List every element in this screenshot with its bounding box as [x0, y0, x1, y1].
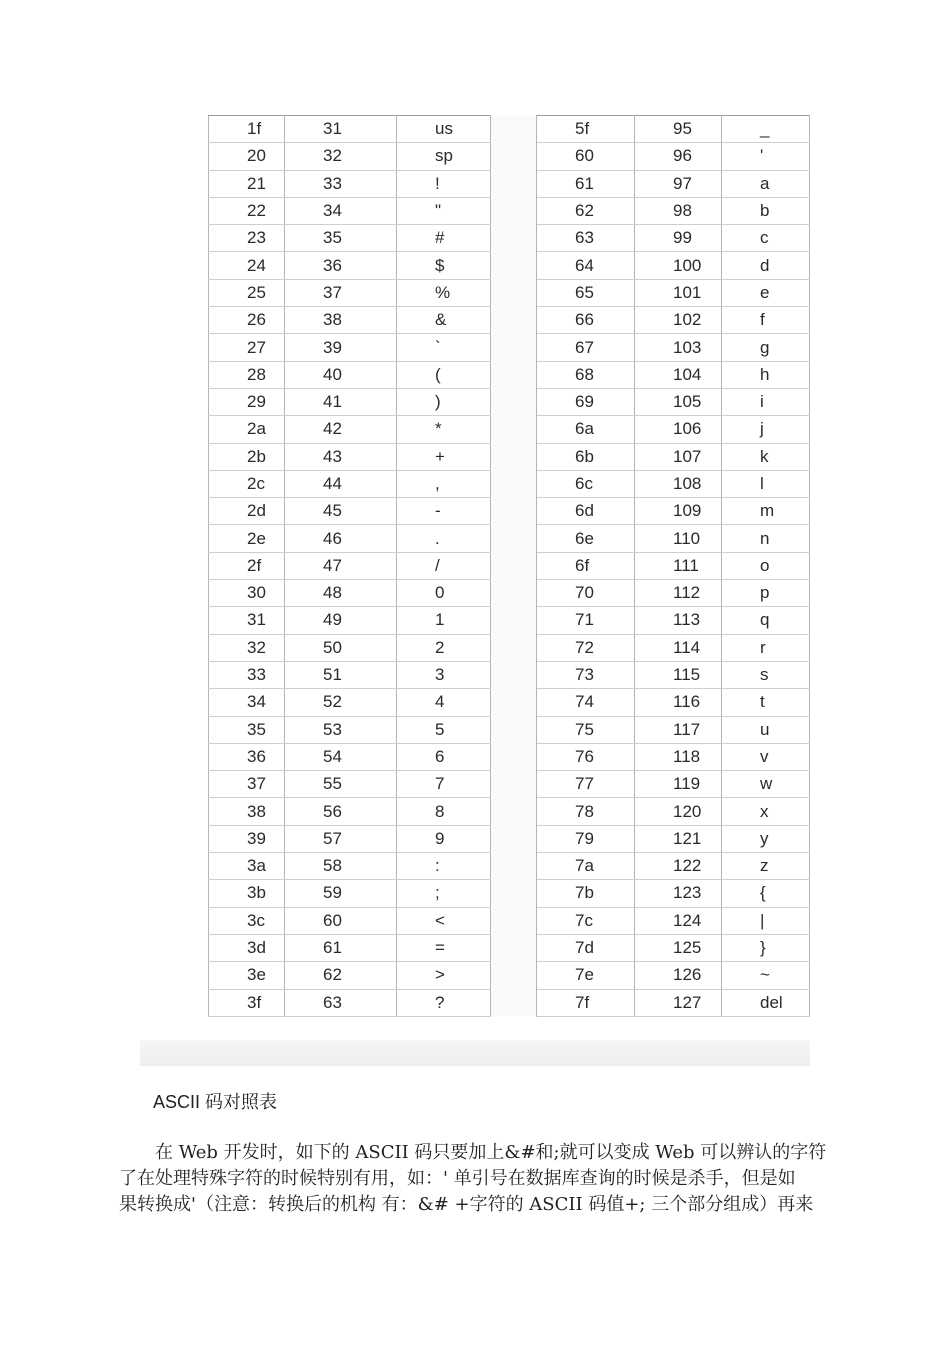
- dec-cell: 44: [285, 470, 397, 497]
- column-gap: [491, 771, 537, 798]
- hex-cell: 39: [209, 825, 285, 852]
- column-gap: [491, 716, 537, 743]
- dec-cell: 102: [635, 307, 722, 334]
- hex-cell: 25: [209, 279, 285, 306]
- hex-cell: 65: [537, 279, 635, 306]
- column-gap: [491, 470, 537, 497]
- char-cell: ": [397, 197, 491, 224]
- table-row: [209, 580, 810, 607]
- char-cell: s: [722, 661, 810, 688]
- dec-cell: 47: [285, 552, 397, 579]
- hex-cell: 3e: [209, 962, 285, 989]
- dec-cell: 112: [635, 580, 722, 607]
- table-row: [209, 197, 810, 224]
- hex-cell: 3a: [209, 853, 285, 880]
- column-gap: [491, 388, 537, 415]
- dec-cell: 125: [635, 934, 722, 961]
- char-cell: n: [722, 525, 810, 552]
- column-gap: [491, 279, 537, 306]
- dec-cell: 97: [635, 170, 722, 197]
- char-cell: `: [397, 334, 491, 361]
- table-row: [209, 388, 810, 415]
- char-cell: l: [722, 470, 810, 497]
- table-row: [209, 771, 810, 798]
- char-cell: 5: [397, 716, 491, 743]
- hex-cell: 61: [537, 170, 635, 197]
- hex-cell: 26: [209, 307, 285, 334]
- table-row: [209, 743, 810, 770]
- char-cell: _: [722, 116, 810, 143]
- dec-cell: 48: [285, 580, 397, 607]
- char-cell: &: [397, 307, 491, 334]
- hex-cell: 69: [537, 388, 635, 415]
- hex-cell: 6c: [537, 470, 635, 497]
- char-cell: g: [722, 334, 810, 361]
- dec-cell: 53: [285, 716, 397, 743]
- hex-cell: 5f: [537, 116, 635, 143]
- hex-cell: 3f: [209, 989, 285, 1016]
- column-gap: [491, 170, 537, 197]
- char-cell: o: [722, 552, 810, 579]
- char-cell: ,: [397, 470, 491, 497]
- hex-cell: 33: [209, 661, 285, 688]
- dec-cell: 107: [635, 443, 722, 470]
- hex-cell: 2a: [209, 416, 285, 443]
- char-cell: =: [397, 934, 491, 961]
- table-row: [209, 334, 810, 361]
- table-row: [209, 607, 810, 634]
- table-row: [209, 552, 810, 579]
- hex-cell: 6e: [537, 525, 635, 552]
- hex-cell: 70: [537, 580, 635, 607]
- dec-cell: 54: [285, 743, 397, 770]
- table-row: [209, 934, 810, 961]
- char-cell: us: [397, 116, 491, 143]
- dec-cell: 108: [635, 470, 722, 497]
- dec-cell: 55: [285, 771, 397, 798]
- hex-cell: 2e: [209, 525, 285, 552]
- hex-cell: 35: [209, 716, 285, 743]
- char-cell: 7: [397, 771, 491, 798]
- dec-cell: 114: [635, 634, 722, 661]
- body-paragraph: [119, 1140, 834, 1218]
- paragraph-line-2: 了在处理特殊字符的时候特别有用，如：' 单引号在数据库查询的时候是杀手，但是如: [119, 1168, 796, 1189]
- char-cell: 8: [397, 798, 491, 825]
- column-gap: [491, 880, 537, 907]
- char-cell: !: [397, 170, 491, 197]
- column-gap: [491, 252, 537, 279]
- hex-cell: 3d: [209, 934, 285, 961]
- char-cell: }: [722, 934, 810, 961]
- dec-cell: 124: [635, 907, 722, 934]
- table-row: [209, 307, 810, 334]
- column-gap: [491, 907, 537, 934]
- char-cell: 6: [397, 743, 491, 770]
- char-cell: 2: [397, 634, 491, 661]
- hex-cell: 60: [537, 143, 635, 170]
- column-gap: [491, 225, 537, 252]
- dec-cell: 119: [635, 771, 722, 798]
- column-gap: [491, 116, 537, 143]
- paragraph-line-3: 果转换成'（注意：转换后的机构 有：&# +字符的 ASCII 码值+; 三个部分组成）再来: [119, 1194, 814, 1215]
- char-cell: i: [722, 388, 810, 415]
- column-gap: [491, 197, 537, 224]
- char-cell: k: [722, 443, 810, 470]
- dec-cell: 58: [285, 853, 397, 880]
- hex-cell: 21: [209, 170, 285, 197]
- hex-cell: 78: [537, 798, 635, 825]
- char-cell: del: [722, 989, 810, 1016]
- table-row: [209, 498, 810, 525]
- char-cell: e: [722, 279, 810, 306]
- hex-cell: 1f: [209, 116, 285, 143]
- column-gap: [491, 143, 537, 170]
- dec-cell: 117: [635, 716, 722, 743]
- hex-cell: 76: [537, 743, 635, 770]
- hex-cell: 36: [209, 743, 285, 770]
- hex-cell: 2b: [209, 443, 285, 470]
- dec-cell: 98: [635, 197, 722, 224]
- char-cell: d: [722, 252, 810, 279]
- char-cell: :: [397, 853, 491, 880]
- table-row: [209, 170, 810, 197]
- dec-cell: 116: [635, 689, 722, 716]
- char-cell: f: [722, 307, 810, 334]
- column-gap: [491, 580, 537, 607]
- dec-cell: 127: [635, 989, 722, 1016]
- column-gap: [491, 552, 537, 579]
- char-cell: <: [397, 907, 491, 934]
- dec-cell: 31: [285, 116, 397, 143]
- dec-cell: 40: [285, 361, 397, 388]
- hex-cell: 2f: [209, 552, 285, 579]
- char-cell: u: [722, 716, 810, 743]
- column-gap: [491, 934, 537, 961]
- table-row: [209, 716, 810, 743]
- dec-cell: 109: [635, 498, 722, 525]
- dec-cell: 103: [635, 334, 722, 361]
- table-row: [209, 279, 810, 306]
- column-gap: [491, 307, 537, 334]
- hex-cell: 79: [537, 825, 635, 852]
- hex-cell: 6b: [537, 443, 635, 470]
- dec-cell: 32: [285, 143, 397, 170]
- char-cell: j: [722, 416, 810, 443]
- char-cell: z: [722, 853, 810, 880]
- char-cell: 9: [397, 825, 491, 852]
- dec-cell: 46: [285, 525, 397, 552]
- char-cell: {: [722, 880, 810, 907]
- char-cell: 3: [397, 661, 491, 688]
- divider-band: [140, 1040, 810, 1066]
- hex-cell: 31: [209, 607, 285, 634]
- dec-cell: 63: [285, 989, 397, 1016]
- char-cell: >: [397, 962, 491, 989]
- dec-cell: 52: [285, 689, 397, 716]
- dec-cell: 33: [285, 170, 397, 197]
- char-cell: w: [722, 771, 810, 798]
- dec-cell: 59: [285, 880, 397, 907]
- dec-cell: 113: [635, 607, 722, 634]
- char-cell: p: [722, 580, 810, 607]
- table-row: [209, 225, 810, 252]
- hex-cell: 27: [209, 334, 285, 361]
- dec-cell: 51: [285, 661, 397, 688]
- dec-cell: 123: [635, 880, 722, 907]
- column-gap: [491, 825, 537, 852]
- column-gap: [491, 416, 537, 443]
- hex-cell: 72: [537, 634, 635, 661]
- hex-cell: 73: [537, 661, 635, 688]
- char-cell: h: [722, 361, 810, 388]
- dec-cell: 45: [285, 498, 397, 525]
- char-cell: ): [397, 388, 491, 415]
- column-gap: [491, 853, 537, 880]
- char-cell: a: [722, 170, 810, 197]
- hex-cell: 38: [209, 798, 285, 825]
- column-gap: [491, 634, 537, 661]
- hex-cell: 2d: [209, 498, 285, 525]
- hex-cell: 7f: [537, 989, 635, 1016]
- table-row: [209, 470, 810, 497]
- hex-cell: 29: [209, 388, 285, 415]
- dec-cell: 99: [635, 225, 722, 252]
- column-gap: [491, 743, 537, 770]
- column-gap: [491, 607, 537, 634]
- hex-cell: 63: [537, 225, 635, 252]
- dec-cell: 120: [635, 798, 722, 825]
- hex-cell: 6a: [537, 416, 635, 443]
- dec-cell: 39: [285, 334, 397, 361]
- hex-cell: 37: [209, 771, 285, 798]
- hex-cell: 23: [209, 225, 285, 252]
- hex-cell: 67: [537, 334, 635, 361]
- paragraph-line-1: 在 Web 开发时，如下的 ASCII 码只要加上&#和;就可以变成 Web 可以辨认的字符: [155, 1142, 827, 1163]
- dec-cell: 118: [635, 743, 722, 770]
- char-cell: (: [397, 361, 491, 388]
- dec-cell: 49: [285, 607, 397, 634]
- table-row: [209, 689, 810, 716]
- dec-cell: 110: [635, 525, 722, 552]
- dec-cell: 126: [635, 962, 722, 989]
- char-cell: +: [397, 443, 491, 470]
- column-gap: [491, 443, 537, 470]
- column-gap: [491, 689, 537, 716]
- hex-cell: 71: [537, 607, 635, 634]
- char-cell: *: [397, 416, 491, 443]
- dec-cell: 122: [635, 853, 722, 880]
- hex-cell: 3c: [209, 907, 285, 934]
- dec-cell: 41: [285, 388, 397, 415]
- char-cell: |: [722, 907, 810, 934]
- table-row: [209, 525, 810, 552]
- dec-cell: 57: [285, 825, 397, 852]
- dec-cell: 62: [285, 962, 397, 989]
- hex-cell: 22: [209, 197, 285, 224]
- char-cell: ;: [397, 880, 491, 907]
- char-cell: x: [722, 798, 810, 825]
- hex-cell: 30: [209, 580, 285, 607]
- table-row: [209, 907, 810, 934]
- table-row: [209, 443, 810, 470]
- char-cell: v: [722, 743, 810, 770]
- hex-cell: 3b: [209, 880, 285, 907]
- char-cell: %: [397, 279, 491, 306]
- hex-cell: 7a: [537, 853, 635, 880]
- dec-cell: 121: [635, 825, 722, 852]
- dec-cell: 35: [285, 225, 397, 252]
- dec-cell: 105: [635, 388, 722, 415]
- char-cell: 4: [397, 689, 491, 716]
- char-cell: ?: [397, 989, 491, 1016]
- char-cell: sp: [397, 143, 491, 170]
- hex-cell: 7b: [537, 880, 635, 907]
- char-cell: b: [722, 197, 810, 224]
- table-row: [209, 116, 810, 143]
- table-row: [209, 798, 810, 825]
- table-row: [209, 252, 810, 279]
- char-cell: $: [397, 252, 491, 279]
- table-row: [209, 989, 810, 1016]
- hex-cell: 77: [537, 771, 635, 798]
- hex-cell: 32: [209, 634, 285, 661]
- column-gap: [491, 962, 537, 989]
- dec-cell: 36: [285, 252, 397, 279]
- column-gap: [491, 334, 537, 361]
- dec-cell: 100: [635, 252, 722, 279]
- hex-cell: 28: [209, 361, 285, 388]
- hex-cell: 7e: [537, 962, 635, 989]
- dec-cell: 56: [285, 798, 397, 825]
- dec-cell: 106: [635, 416, 722, 443]
- hex-cell: 75: [537, 716, 635, 743]
- char-cell: 0: [397, 580, 491, 607]
- dec-cell: 61: [285, 934, 397, 961]
- hex-cell: 24: [209, 252, 285, 279]
- dec-cell: 38: [285, 307, 397, 334]
- char-cell: t: [722, 689, 810, 716]
- char-cell: m: [722, 498, 810, 525]
- column-gap: [491, 361, 537, 388]
- table-row: [209, 143, 810, 170]
- table-row: [209, 853, 810, 880]
- hex-cell: 74: [537, 689, 635, 716]
- char-cell: -: [397, 498, 491, 525]
- dec-cell: 60: [285, 907, 397, 934]
- dec-cell: 43: [285, 443, 397, 470]
- hex-cell: 7c: [537, 907, 635, 934]
- hex-cell: 68: [537, 361, 635, 388]
- column-gap: [491, 525, 537, 552]
- dec-cell: 104: [635, 361, 722, 388]
- dec-cell: 111: [635, 552, 722, 579]
- column-gap: [491, 989, 537, 1016]
- ascii-table: [208, 115, 810, 1017]
- char-cell: y: [722, 825, 810, 852]
- hex-cell: 20: [209, 143, 285, 170]
- table-row: [209, 661, 810, 688]
- dec-cell: 42: [285, 416, 397, 443]
- table-row: [209, 416, 810, 443]
- dec-cell: 101: [635, 279, 722, 306]
- hex-cell: 6f: [537, 552, 635, 579]
- hex-cell: 64: [537, 252, 635, 279]
- column-gap: [491, 661, 537, 688]
- char-cell: ~: [722, 962, 810, 989]
- hex-cell: 6d: [537, 498, 635, 525]
- dec-cell: 50: [285, 634, 397, 661]
- table-row: [209, 361, 810, 388]
- hex-cell: 66: [537, 307, 635, 334]
- hex-cell: 62: [537, 197, 635, 224]
- column-gap: [491, 498, 537, 525]
- dec-cell: 37: [285, 279, 397, 306]
- table-row: [209, 962, 810, 989]
- table-row: [209, 880, 810, 907]
- dec-cell: 115: [635, 661, 722, 688]
- char-cell: q: [722, 607, 810, 634]
- hex-cell: 34: [209, 689, 285, 716]
- char-cell: r: [722, 634, 810, 661]
- table-caption: ASCII 码对照表: [153, 1092, 278, 1112]
- column-gap: [491, 798, 537, 825]
- hex-cell: 7d: [537, 934, 635, 961]
- table-row: [209, 825, 810, 852]
- dec-cell: 95: [635, 116, 722, 143]
- char-cell: c: [722, 225, 810, 252]
- char-cell: 1: [397, 607, 491, 634]
- hex-cell: 2c: [209, 470, 285, 497]
- char-cell: /: [397, 552, 491, 579]
- char-cell: #: [397, 225, 491, 252]
- dec-cell: 34: [285, 197, 397, 224]
- char-cell: ': [722, 143, 810, 170]
- dec-cell: 96: [635, 143, 722, 170]
- table-row: [209, 634, 810, 661]
- char-cell: .: [397, 525, 491, 552]
